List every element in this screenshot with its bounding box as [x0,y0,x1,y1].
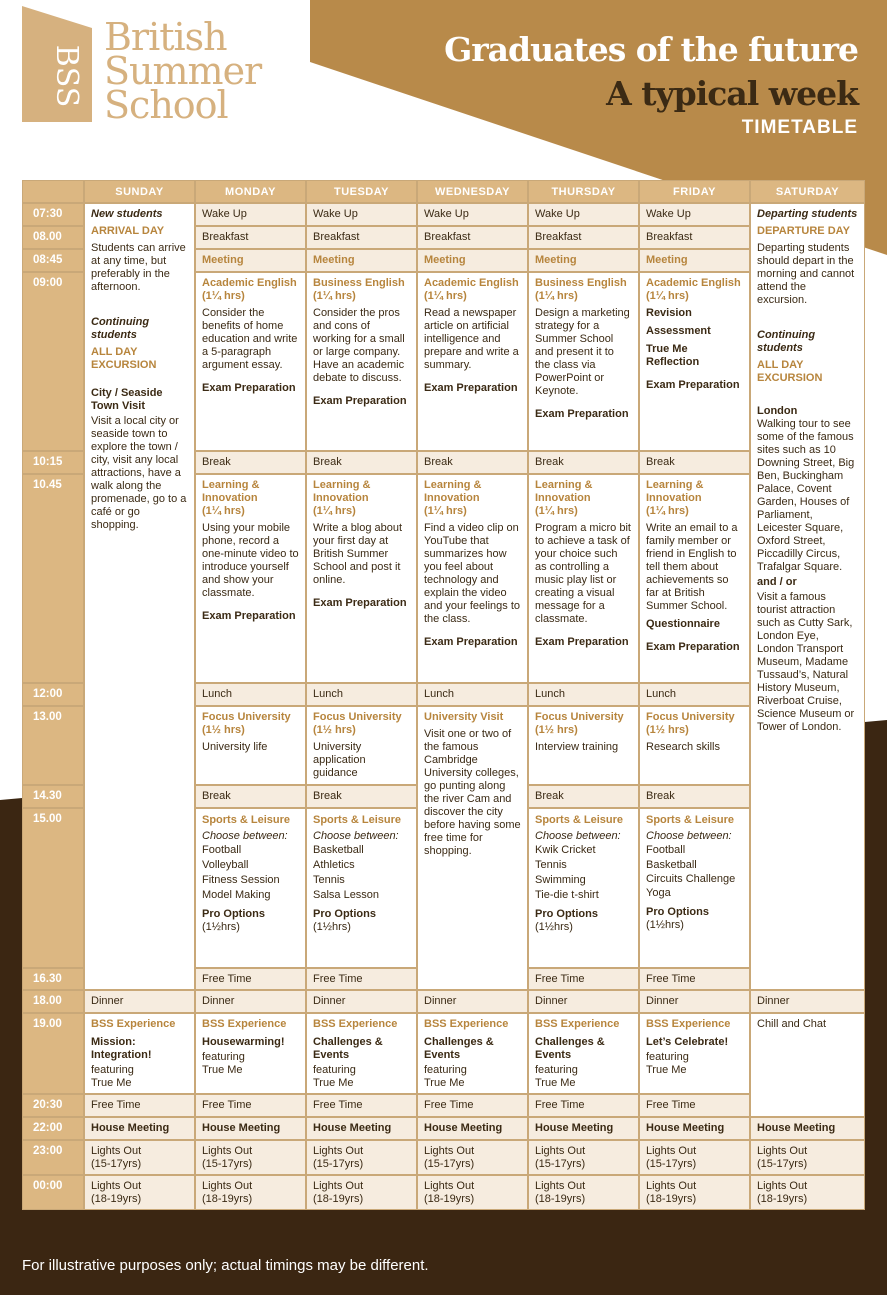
tuesday-evening: BSS Experience Challenges & Events featuring True Me [306,1013,417,1094]
day-tuesday: TUESDAY [306,180,417,203]
time-slot: 18.00 [22,990,84,1013]
day-saturday: SATURDAY [750,180,865,203]
time-slot: 13.00 [22,706,84,785]
friday-learning: Learning & Innovation (1¼ hrs) Write an email to a family member or friend in English to tell them about achievements so far at British Summer School. Questionnaire Exam Preparation [639,474,750,683]
brand-name: British Summer School [104,15,262,127]
wednesday-evening: BSS Experience Challenges & Events featuring True Me [417,1013,528,1094]
monday-morning: Academic English (1¼ hrs) Consider the benefits of home education and write a 5-paragraph argument essay. Exam Preparation [195,272,306,451]
wednesday-university-visit: University Visit Visit one or two of the famous Cambridge University colleges, go punting along the river Cam and discover the city before having some free time for shopping. [417,706,528,990]
header-timetable-label: TIMETABLE [741,117,858,138]
svg-text:BSS: BSS [49,44,84,108]
corner-cell [22,180,84,203]
thursday-focus: Focus University (1½ hrs) Interview training [528,706,639,785]
tuesday-sports: Sports & Leisure Choose between: Basketball Athletics Tennis Salsa Lesson Pro Options (1½hrs) [306,808,417,968]
tuesday-focus: Focus University (1½ hrs) University application guidance [306,706,417,785]
day-sunday: SUNDAY [84,180,195,203]
friday-evening: BSS Experience Let’s Celebrate! featuring True Me [639,1013,750,1094]
footer-disclaimer: For illustrative purposes only; actual timings may be different. [22,1257,429,1274]
time-slot: 19.00 [22,1013,84,1094]
sunday-evening: BSS Experience Mission: Integration! featuring True Me [84,1013,195,1094]
time-slot: 09:00 [22,272,84,451]
sunday-column: New students ARRIVAL DAY Students can arrive at any time, but preferably in the afternoon. Continuing students ALL DAY EXCURSION City / Seaside Town Visit Visit a local city or seaside town to explore the town / city, visit any local attractions, have a walk along the promenade, go to a café or go shopping. [84,203,195,990]
time-slot: 16.30 [22,968,84,990]
tuesday-learning: Learning & Innovation (1¼ hrs) Write a blog about your first day at British Summer School and post it online. Exam Preparation [306,474,417,683]
bss-logo [22,6,272,127]
tuesday-morning: Business English (1¼ hrs) Consider the pros and cons of working for a small or large company. Have an academic debate to discuss. Exam Preparation [306,272,417,451]
thursday-morning: Business English (1¼ hrs) Design a marketing strategy for a Summer School and present it to the class via PowerPoint or Keynote. Exam Preparation [528,272,639,451]
time-slot: 08:45 [22,249,84,272]
wednesday-learning: Learning & Innovation (1¼ hrs) Find a video clip on YouTube that summarizes how you feel about technology and explain the video and your feelings to the class. Exam Preparation [417,474,528,683]
saturday-column: Departing students DEPARTURE DAY Departing students should depart in the morning and cannot attend the excursion. Continuing students ALL DAY EXCURSION London Walking tour to see some of the famous sites such as 10 Downing Street, Big Ben, Buckingham Palace, Covent Garden, Houses of Parliament, Leicester Square, Oxford Street, Piccadilly Circus, Trafalgar Square. and / or Visit a famous tourist attraction such as Cutty Sark, London Eye, London Transport Museum, Madame Tussaud’s, Natural History Museum, Riverboat Cruise, Science Museum or Tower of London. [750,203,865,990]
thursday-learning: Learning & Innovation (1¼ hrs) Program a micro bit to achieve a task of your choice such as controlling a music play list or creating a visual message for a classmate. Exam Preparation [528,474,639,683]
timetable: SUNDAY MONDAY TUESDAY WEDNESDAY THURSDAY FRIDAY SATURDAY 07:30 08.00 08:45 09:00 10:15 10.45 12:00 13.00 14.30 15.00 16.30 18.00 19.00 20:30 22:00 23:00 00:00 New students ARRIVAL DAY Students can arrive at any time, but preferably in the afternoon. Continuing students ALL DAY EXCURSION City / Seaside Town Visit Visit a local city or seaside town to explore the town / city, visit any local attractions, have a walk along the promenade, go to a café or go shopping. Dinner BSS Experience Mission: Integration! featuring True Me Free Time House Meeting Lights Out (15-17yrs) Lights Out (18-19yrs) Wake Up Breakfast Meeting Academic English (1¼ hrs) Consider the benefits of home education and write a 5-paragraph argument essay. Exam Preparation Break Learning & Innovation (1¼ hrs) Using your mobile phone, record a one-minute video to introduce yourself and show your classmate. Exam Preparation Lunch Focus University (1½ hrs) University life Break Sports & Leisure Choose between: Football Volleyball Fitness Session Model Making Pro Options (1½hrs) Free Time Dinner BSS Experience Housewarming! featuring True Me Free Time House Meeting Lights Out (15-17yrs) Lights Out (18-19yrs) Wake Up Breakfast Meeting Business English (1¼ hrs) Consider the pros and cons of working for a small or large company. Have an academic debate to discuss. Exam Preparation Break Learning & Innovation (1¼ hrs) Write a blog about your first day at British Summer School and post it online. Exam Preparation Lunch Focus University (1½ hrs) University application guidance Break Sports & Leisure Choose between: Basketball Athletics Tennis Salsa Lesson Pro Options (1½hrs) Free Time Dinner BSS Experience Challenges & Events featuring True Me Free Time House Meeting Lights Out (15-17yrs) Lights Out (18-19yrs) Wake Up Breakfast Meeting Academic English (1¼ hrs) Read a newspaper article on artificial intelligence and prepare and write a summary. Exam Preparation Break Learning & Innovation (1¼ hrs) Find a video clip on YouTube that summarizes how you feel about technology and explain the video and your feelings to the class. Exam Preparation Lunch University Visit Visit one or two of the famous Cambridge University colleges, go punting along the river Cam and discover the city before having some free time for shopping. Dinner BSS Experience Challenges & Events featuring True Me Free Time House Meeting Lights Out (15-17yrs) Lights Out (18-19yrs) Wake Up Breakfast Meeting Business English (1¼ hrs) Design a marketing strategy for a Summer School and present it to the class via PowerPoint or Keynote. Exam Preparation Break Learning & Innovation (1¼ hrs) Program a micro bit to achieve a task of your choice such as controlling a music play list or creating a visual message for a classmate. Exam Preparation Lunch Focus University (1½ hrs) Interview training Break Sports & Leisure Choose between: Kwik Cricket Tennis Swimming Tie-die t-shirt Pro Options (1½hrs) Free Time Dinner BSS Experience Challenges & Events featuring True Me Free Time House Meeting Lights Out (15-17yrs) Lights Out (18-19yrs) Wake Up Breakfast Meeting Academic English (1¼ hrs) Revision Assessment True Me Reflection Exam Preparation Break Learning & Innovation (1¼ hrs) Write an email to a family member or friend in English to tell them about achievements so far at British Summer School. Questionnaire Exam Preparation Lunch Focus University (1½ hrs) Research skills Break Sports & Leisure Choose between: Football Basketball Circuits Challenge Yoga Pro Options (1½hrs) Free Time Dinner BSS Experience Let’s Celebrate! featuring True Me Free Time House Meeting Lights Out (15-17yrs) Lights Out (18-19yrs) Departing students DEPARTURE DAY Departing students should depart in the morning and cannot attend the excursion. Continuing students ALL DAY EXCURSION London Walking tour to see some of the famous sites such as 10 Downing Street, Big Ben, Buckingham Palace, Covent Garden, Houses of Parliament, Leicester Square, Oxford Street, Piccadilly Circus, Trafalgar Square. and / or Visit a famous tourist attraction such as Cutty Sark, London Eye, London Transport Museum, Madame Tussaud’s, Natural History Museum, Riverboat Cruise, Science Museum or Tower of London. Dinner Chill and Chat House Meeting Lights Out (15-17yrs) Lights Out (18-19yrs) [22,180,865,1210]
time-slot: 10.45 [22,474,84,683]
time-slot: 08.00 [22,226,84,249]
time-slot: 12:00 [22,683,84,706]
time-slot: 23:00 [22,1140,84,1175]
time-slot: 10:15 [22,451,84,474]
thursday-sports: Sports & Leisure Choose between: Kwik Cricket Tennis Swimming Tie-die t-shirt Pro Options (1½hrs) [528,808,639,968]
friday-focus: Focus University (1½ hrs) Research skills [639,706,750,785]
day-wednesday: WEDNESDAY [417,180,528,203]
friday-morning: Academic English (1¼ hrs) Revision Assessment True Me Reflection Exam Preparation [639,272,750,451]
monday-focus: Focus University (1½ hrs) University life [195,706,306,785]
day-friday: FRIDAY [639,180,750,203]
bss-logo-mark-icon [22,6,92,122]
wednesday-morning: Academic English (1¼ hrs) Read a newspaper article on artificial intelligence and prepare and write a summary. Exam Preparation [417,272,528,451]
time-slot: 07:30 [22,203,84,226]
friday-sports: Sports & Leisure Choose between: Football Basketball Circuits Challenge Yoga Pro Options (1½hrs) [639,808,750,968]
time-slot: 22:00 [22,1117,84,1140]
monday-evening: BSS Experience Housewarming! featuring True Me [195,1013,306,1094]
day-monday: MONDAY [195,180,306,203]
monday-learning: Learning & Innovation (1¼ hrs) Using your mobile phone, record a one-minute video to introduce yourself and show your classmate. Exam Preparation [195,474,306,683]
time-slot: 14.30 [22,785,84,808]
thursday-evening: BSS Experience Challenges & Events featuring True Me [528,1013,639,1094]
saturday-evening: Chill and Chat [750,1013,865,1117]
page-header [444,30,858,140]
day-thursday: THURSDAY [528,180,639,203]
header-title: Graduates of the future [444,30,858,69]
monday-sports: Sports & Leisure Choose between: Football Volleyball Fitness Session Model Making Pro Options (1½hrs) [195,808,306,968]
time-slot: 00:00 [22,1175,84,1210]
header-subtitle: A typical week [606,74,858,113]
time-slot: 15.00 [22,808,84,968]
time-slot: 20:30 [22,1094,84,1117]
